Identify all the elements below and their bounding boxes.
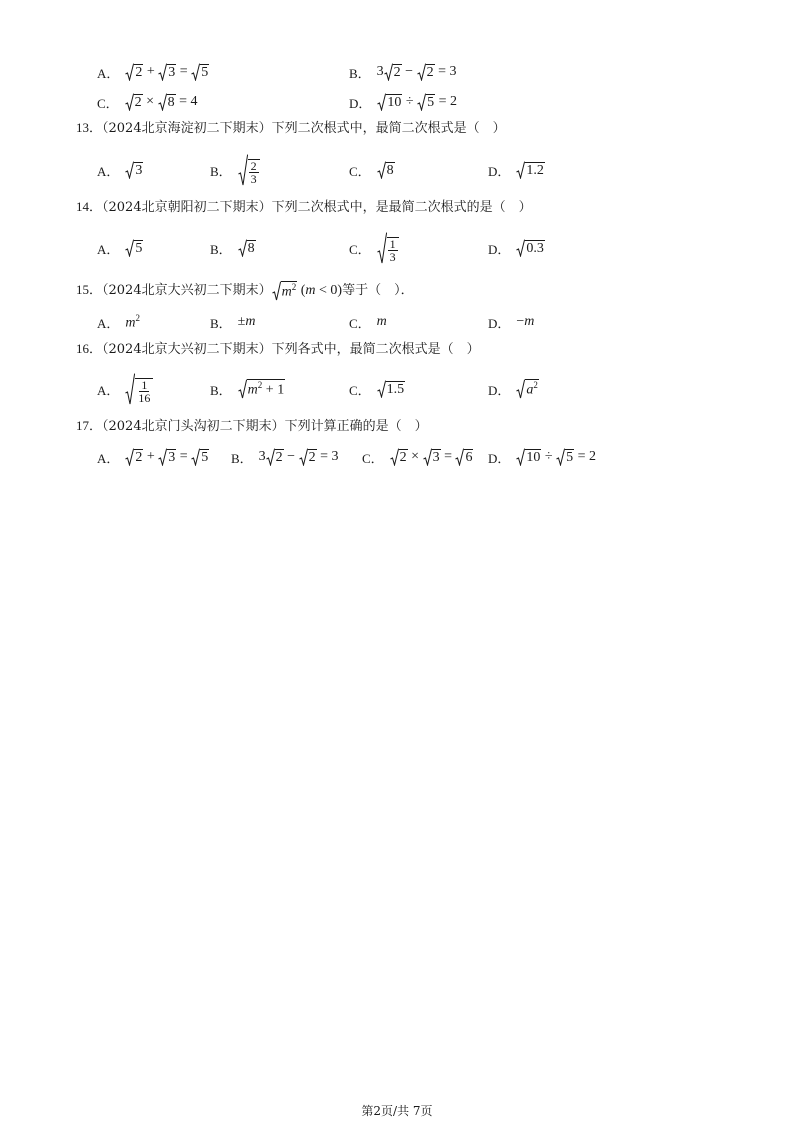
question-text-suffix: 等于（ ）． — [342, 283, 414, 298]
option-c[interactable] — [362, 442, 473, 472]
question-16-options — [0, 371, 794, 407]
question-number: 16． — [76, 341, 103, 356]
radical: 2 — [125, 93, 143, 111]
option-expression — [377, 232, 399, 264]
option-d[interactable] — [488, 371, 539, 407]
radical: 1.5 — [377, 380, 406, 398]
radical: 5 — [417, 93, 435, 111]
option-label: A． — [97, 315, 120, 331]
option-d[interactable] — [488, 153, 545, 187]
prev-question-options-row-1 — [0, 57, 794, 87]
option-label: B． — [349, 65, 371, 81]
question-text: （2024北京朝阳初二下期末）下列二次根式中，是最简二次根式的是（ ） — [102, 200, 532, 215]
option-b[interactable] — [210, 153, 260, 187]
prev-question-options-row-2 — [0, 87, 794, 117]
option-expression — [516, 161, 545, 179]
option-expression: 10 ÷ 5 = 2 — [516, 448, 596, 466]
option-c[interactable] — [97, 87, 197, 117]
option-expression: 3 2 − 2 = 3 — [376, 64, 457, 80]
radical: 5 — [125, 239, 143, 257]
option-label: C． — [349, 241, 371, 257]
option-expression — [516, 239, 545, 257]
option-d[interactable] — [488, 231, 545, 265]
option-label: C． — [97, 95, 119, 111]
radical: $m^2 + 1$ — [238, 379, 286, 399]
option-c[interactable] — [349, 307, 387, 337]
radical: 8 — [238, 239, 256, 257]
question-text-prefix: （2024北京大兴初二下期末） — [102, 283, 272, 298]
option-expression — [516, 379, 539, 399]
option-expression — [125, 373, 153, 405]
radical: 5 — [191, 448, 209, 466]
option-expression — [125, 161, 143, 179]
option-label: A． — [97, 241, 120, 257]
question-text: （2024北京海淀初二下期末）下列二次根式中，最简二次根式是（ ） — [102, 121, 506, 136]
option-label: B． — [231, 450, 253, 466]
question-number: 14． — [76, 199, 103, 214]
option-label: D． — [349, 95, 372, 111]
question-number: 15． — [76, 282, 103, 297]
option-a[interactable] — [97, 442, 209, 472]
option-a[interactable] — [97, 307, 140, 337]
option-a[interactable] — [97, 153, 143, 187]
option-b[interactable] — [210, 371, 285, 407]
option-expression: m — [376, 314, 387, 329]
radical: 8 — [377, 161, 395, 179]
option-d[interactable] — [488, 442, 596, 472]
question-13-stem — [76, 118, 506, 139]
option-expression: 2 + 3 = 5 — [125, 63, 209, 81]
radical: 10 — [377, 93, 402, 111]
option-d[interactable] — [488, 307, 534, 337]
option-c[interactable] — [349, 231, 399, 265]
option-expression: 2 + 3 = 5 — [125, 448, 209, 466]
radical: $a^2$ — [516, 379, 539, 399]
option-expression: ±m — [237, 314, 256, 329]
option-c[interactable] — [349, 153, 395, 187]
option-expression: 3 2 − 2 = 3 — [258, 449, 339, 465]
option-label: C． — [362, 450, 384, 466]
option-expression: 2 × 8 = 4 — [125, 93, 198, 111]
radical: 2 — [125, 448, 143, 466]
option-c[interactable] — [349, 371, 405, 407]
fraction: $\frac{2}{3}$ — [250, 158, 257, 187]
option-expression: −m — [516, 314, 535, 329]
question-14-stem — [76, 197, 532, 218]
radical: 3 — [158, 448, 176, 466]
option-b[interactable] — [210, 307, 255, 337]
radical: 10 — [516, 448, 541, 466]
radical: 2 — [266, 448, 284, 466]
question-math: $m^2$ (m < 0) — [272, 283, 342, 298]
option-label: C． — [349, 382, 371, 398]
question-14-options — [0, 231, 794, 265]
option-d[interactable] — [349, 87, 457, 117]
radical: 3 — [158, 63, 176, 81]
option-expression — [238, 239, 256, 257]
radical — [238, 154, 260, 186]
option-label: B． — [210, 315, 232, 331]
fraction: $\frac{1}{16}$ — [138, 377, 151, 406]
option-b[interactable] — [231, 442, 338, 472]
option-label: D． — [488, 382, 511, 398]
radical: 2 — [390, 448, 408, 466]
radical: 2 — [125, 63, 143, 81]
option-expression — [377, 161, 395, 179]
radical: 6 — [455, 448, 473, 466]
option-expression — [125, 239, 143, 257]
option-label: D． — [488, 450, 511, 466]
radical: 0.3 — [516, 239, 545, 257]
option-expression — [238, 154, 260, 186]
question-16-stem — [76, 339, 480, 360]
radical: 1.2 — [516, 161, 545, 179]
option-a[interactable] — [97, 371, 153, 407]
question-text: （2024北京门头沟初二下期末）下列计算正确的是（ ） — [102, 419, 428, 434]
radical — [377, 232, 399, 264]
radical: 2 — [299, 448, 317, 466]
fraction: $\frac{1}{3}$ — [389, 236, 396, 265]
option-expression: $m^2$ — [125, 312, 141, 331]
option-expression — [238, 379, 286, 399]
option-label: B． — [210, 163, 232, 179]
page-number-footer: 第2页/共 7页 — [361, 1104, 433, 1118]
question-13-options — [0, 153, 794, 187]
question-15-stem — [76, 278, 414, 303]
question-15-options — [0, 307, 794, 337]
radical: 5 — [556, 448, 574, 466]
option-b[interactable] — [349, 57, 456, 87]
option-label: C． — [349, 315, 371, 331]
option-a[interactable] — [97, 231, 143, 265]
option-expression: 2 × 3 = 6 — [390, 448, 474, 466]
option-expression: 10 ÷ 5 = 2 — [377, 93, 457, 111]
question-17-options — [0, 442, 794, 472]
question-text: （2024北京大兴初二下期末）下列各式中，最简二次根式是（ ） — [102, 342, 480, 357]
option-label: A． — [97, 163, 120, 179]
option-label: B． — [210, 241, 232, 257]
radical: $m^2$ — [272, 281, 298, 301]
option-label: D． — [488, 315, 511, 331]
radical: 3 — [125, 161, 143, 179]
option-expression — [377, 380, 406, 398]
radical: 3 — [423, 448, 441, 466]
question-number: 13． — [76, 120, 103, 135]
option-label: A． — [97, 65, 120, 81]
option-a[interactable] — [97, 57, 209, 87]
option-b[interactable] — [210, 231, 256, 265]
radical — [125, 373, 153, 405]
radical: 2 — [384, 63, 402, 81]
option-label: A． — [97, 450, 120, 466]
option-label: A． — [97, 382, 120, 398]
question-number: 17． — [76, 418, 103, 433]
option-label: B． — [210, 382, 232, 398]
option-label: C． — [349, 163, 371, 179]
radical: 2 — [417, 63, 435, 81]
radical: 5 — [191, 63, 209, 81]
question-17-stem — [76, 416, 428, 437]
option-label: D． — [488, 241, 511, 257]
radical: 8 — [158, 93, 176, 111]
option-label: D． — [488, 163, 511, 179]
